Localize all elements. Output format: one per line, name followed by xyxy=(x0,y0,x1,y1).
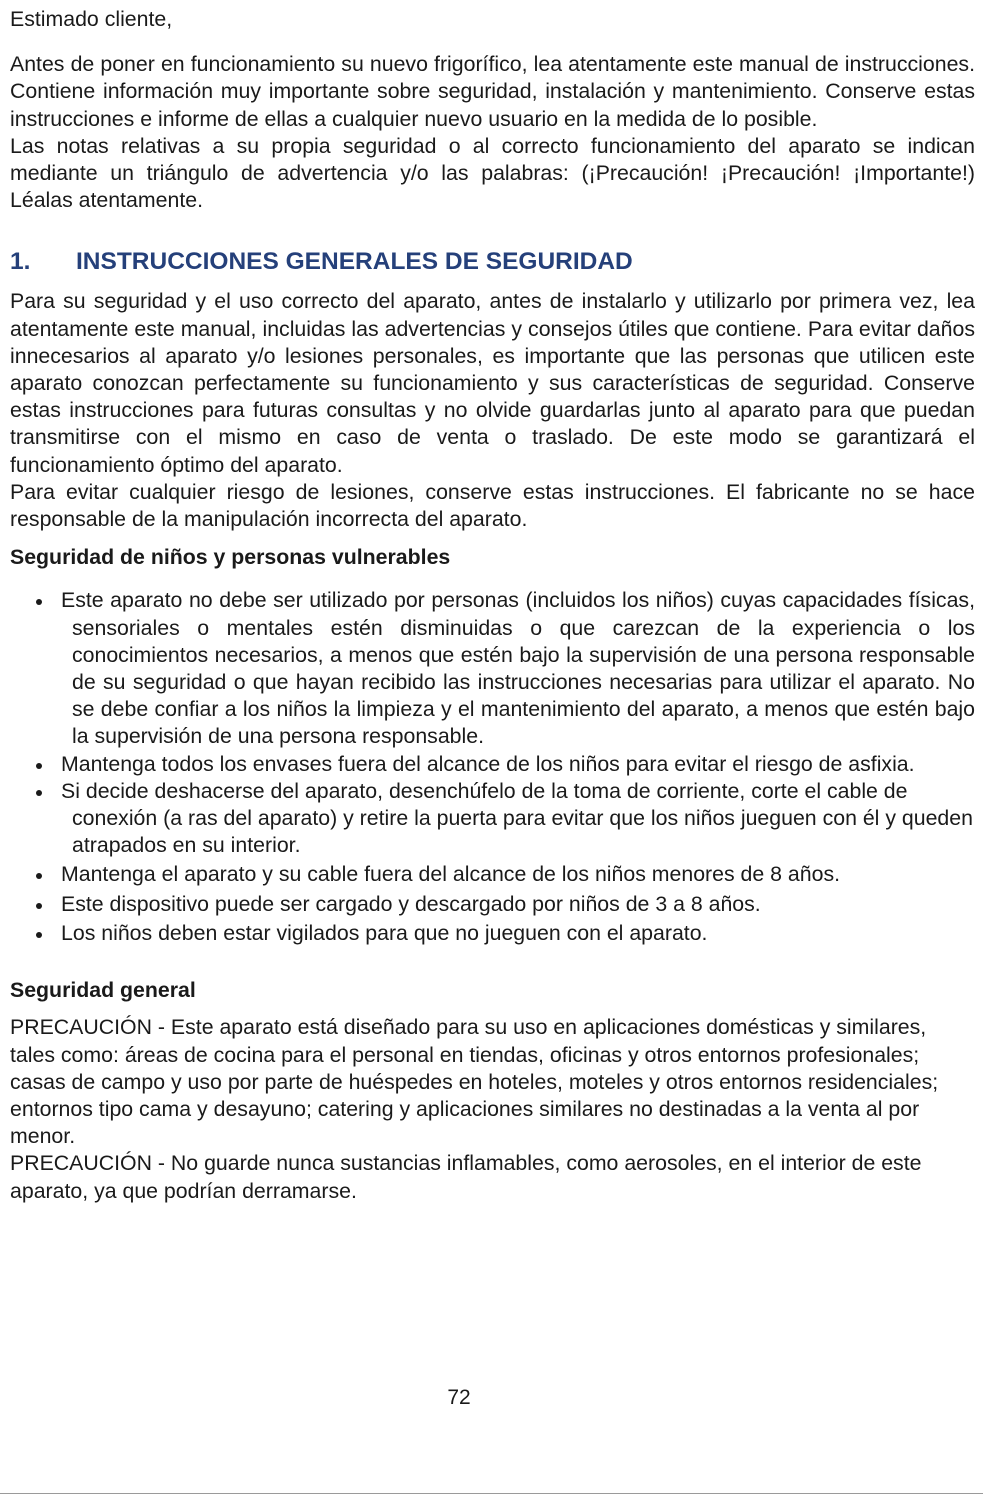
list-item xyxy=(10,891,975,918)
list-item-text: Mantenga el aparato y su cable fuera del alcance de los niños menores de 8 años. xyxy=(61,862,841,887)
list-item-text: Este dispositivo puede ser cargado y descargado por niños de 3 a 8 años. xyxy=(61,891,761,916)
list-item-text: Mantenga todos los envases fuera del alcance de los niños para evitar el riesgo de asfixia. xyxy=(61,751,915,776)
section-number: 1. xyxy=(10,248,31,276)
child-safety-list xyxy=(10,587,975,947)
intro-warning-paragraph: Las notas relativas a su propia seguridad o al correcto funcionamiento del aparato se indican mediante un triángulo de advertencia y/o las palabras: (¡Precaución! ¡Precaución! ¡Importante!) Léalas atentamente. xyxy=(10,133,975,213)
bullet-icon xyxy=(36,932,42,938)
bullet-icon xyxy=(36,763,42,769)
list-item-text: Los niños deben estar vigilados para que no jueguen con el aparato. xyxy=(61,920,708,945)
general-safety-heading: Seguridad general xyxy=(10,978,196,1003)
bullet-icon xyxy=(36,599,42,605)
section-title: INSTRUCCIONES GENERALES DE SEGURIDAD xyxy=(76,248,633,276)
list-item-text: Este aparato no debe ser utilizado por personas (incluidos los niños) cuyas capacidades físicas, sensoriales o mentales estén disminuidas o que carezcan de la experiencia o los conocimientos necesarios, a menos que estén bajo la supervisión de una persona responsable de su seguridad o que hayan recibido las instrucciones necesarias para utilizar el aparato. No se debe confiar a los niños la limpieza y el mantenimiento del aparato, a menos que estén bajo la supervisión de una persona responsable. xyxy=(61,588,975,749)
list-item xyxy=(10,861,975,888)
list-item-text: Si decide deshacerse del aparato, desenchúfelo de la toma de corriente, corte el cable de conexión (a ras del aparato) y retire la puerta para evitar que los niños jueguen con él y queden atrapados en su interior. xyxy=(61,778,973,858)
footer-divider xyxy=(0,1493,983,1494)
intro-paragraph: Antes de poner en funcionamiento su nuevo frigorífico, lea atentamente este manual de instrucciones. Contiene información muy importante sobre seguridad, instalación y mantenimiento. Conserve estas instrucciones e informe de ellas a cualquier nuevo usuario en la medida de lo posible. xyxy=(10,52,975,131)
section-heading xyxy=(10,247,975,277)
page-content xyxy=(10,6,975,1205)
greeting: Estimado cliente, xyxy=(10,7,173,31)
bullet-icon xyxy=(36,790,42,796)
section-paragraph: Para su seguridad y el uso correcto del aparato, antes de instalarlo y utilizarlo por primera vez, lea atentamente este manual, incluidas las advertencias y consejos útiles que contiene. Para evitar daños innecesarios al aparato y/o lesiones personales, es importante que las personas que utilicen este aparato conozcan perfectamente su funcionamiento y sus características de seguridad. Conserve estas instrucciones para futuras consultas y no olvide guardarlas junto al aparato para que puedan transmitirse con el mismo en caso de venta o traslado. De este modo se garantizará el funcionamiento óptimo del aparato. xyxy=(10,289,975,477)
general-safety-paragraph-2: PRECAUCIÓN - No guarde nunca sustancias inflamables, como aerosoles, en el interior de este aparato, ya que podrían derramarse. xyxy=(10,1151,922,1203)
list-item xyxy=(10,778,975,860)
child-safety-heading: Seguridad de niños y personas vulnerables xyxy=(10,545,451,570)
bullet-icon xyxy=(36,903,42,909)
page-number: 72 xyxy=(447,1386,471,1409)
list-item xyxy=(10,587,975,750)
general-safety-paragraph: PRECAUCIÓN - Este aparato está diseñado para su uso en aplicaciones domésticas y similares, tales como: áreas de cocina para el personal en tiendas, oficinas y otros entornos profesionales; casas de campo y uso por parte de huéspedes en hoteles, moteles y otros entornos residenciales; entornos tipo cama y desayuno; catering y aplicaciones similares no destinadas a la venta al por menor. xyxy=(10,1015,939,1149)
list-item xyxy=(10,920,975,947)
list-item xyxy=(10,751,975,778)
bullet-icon xyxy=(36,873,42,879)
section-paragraph-2: Para evitar cualquier riesgo de lesiones, conserve estas instrucciones. El fabricante no se hace responsable de la manipulación incorrecta del aparato. xyxy=(10,479,975,532)
